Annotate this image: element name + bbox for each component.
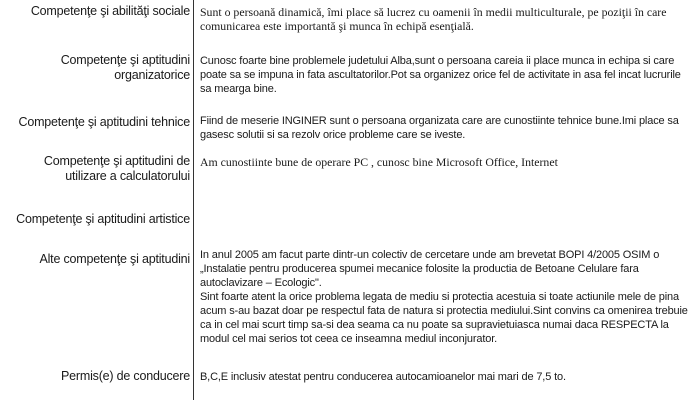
value-paragraph: Am cunostiinte bune de operare PC , cunosc bine Microsoft Office, Internet [200, 155, 558, 169]
value-technical-skills [200, 114, 694, 142]
value-paragraph: Sunt o persoană dinamică, îmi place să lucrez cu oamenii în medii multiculturale, pe poziţii în care comunicarea este importantă şi munca în echipă esenţială. [200, 5, 667, 33]
label-other-skills: Alte competenţe şi aptitudini [39, 252, 190, 266]
value-other-skills [200, 248, 694, 346]
label-driving-licence: Permis(e) de conducere [61, 369, 190, 383]
column-divider [193, 0, 194, 400]
value-computer-skills [200, 155, 694, 169]
label-organizational-skills: Competenţe şi aptitudini organizatorice [60, 53, 190, 82]
value-social-skills [200, 5, 694, 33]
value-paragraph: B,C,E inclusiv atestat pentru conducerea autocamioanelor mai mari de 7,5 to. [200, 371, 566, 383]
value-organizational-skills [200, 54, 694, 96]
value-paragraph: Sint foarte atent la orice problema legata de mediu si protectia acestuia si toate actiunile mele de pina acum s-au bazat doar pe respectul fata de natura si protectia mediului.Sint convins ca omenirea trebuie ca in cel mai scurt timp sa-si dea seama ca nu poate sa supravietuiasca numai daca RESPECTA la modul cel mai serios tot ceea ce inseamna mediul inconjurator. [200, 291, 688, 345]
label-technical-skills: Competenţe şi aptitudini tehnice [18, 115, 190, 129]
label-artistic-skills: Competenţe şi aptitudini artistice [16, 212, 190, 226]
label-computer-skills: Competenţe şi aptitudini de utilizare a calculatorului [43, 154, 190, 183]
value-paragraph: Fiind de meserie INGINER sunt o persoana organizata care are cunostiinte tehnice bune.Imi place sa gasesc solutii si sa rezolv orice probleme care se iveste. [200, 115, 679, 141]
value-paragraph: Cunosc foarte bine problemele judetului Alba,sunt o persoana careia ii place munca in echipa si care poate sa se impuna in fata ascultatorilor.Pot sa organizez orice fel de activitate in asa fel incat lucrurile sa mearga bine. [200, 55, 681, 95]
value-driving-licence [200, 370, 694, 384]
label-social-skills: Competenţe şi abilităţi sociale [30, 4, 190, 18]
value-paragraph: In anul 2005 am facut parte dintr-un colectiv de cercetare unde am brevetat BOPI 4/2005 OSIM o „Instalatie pentru producerea spumei mecanice folosite la productia de Betoane Celulare fara autoclavizare – Ecologic". [200, 249, 660, 289]
